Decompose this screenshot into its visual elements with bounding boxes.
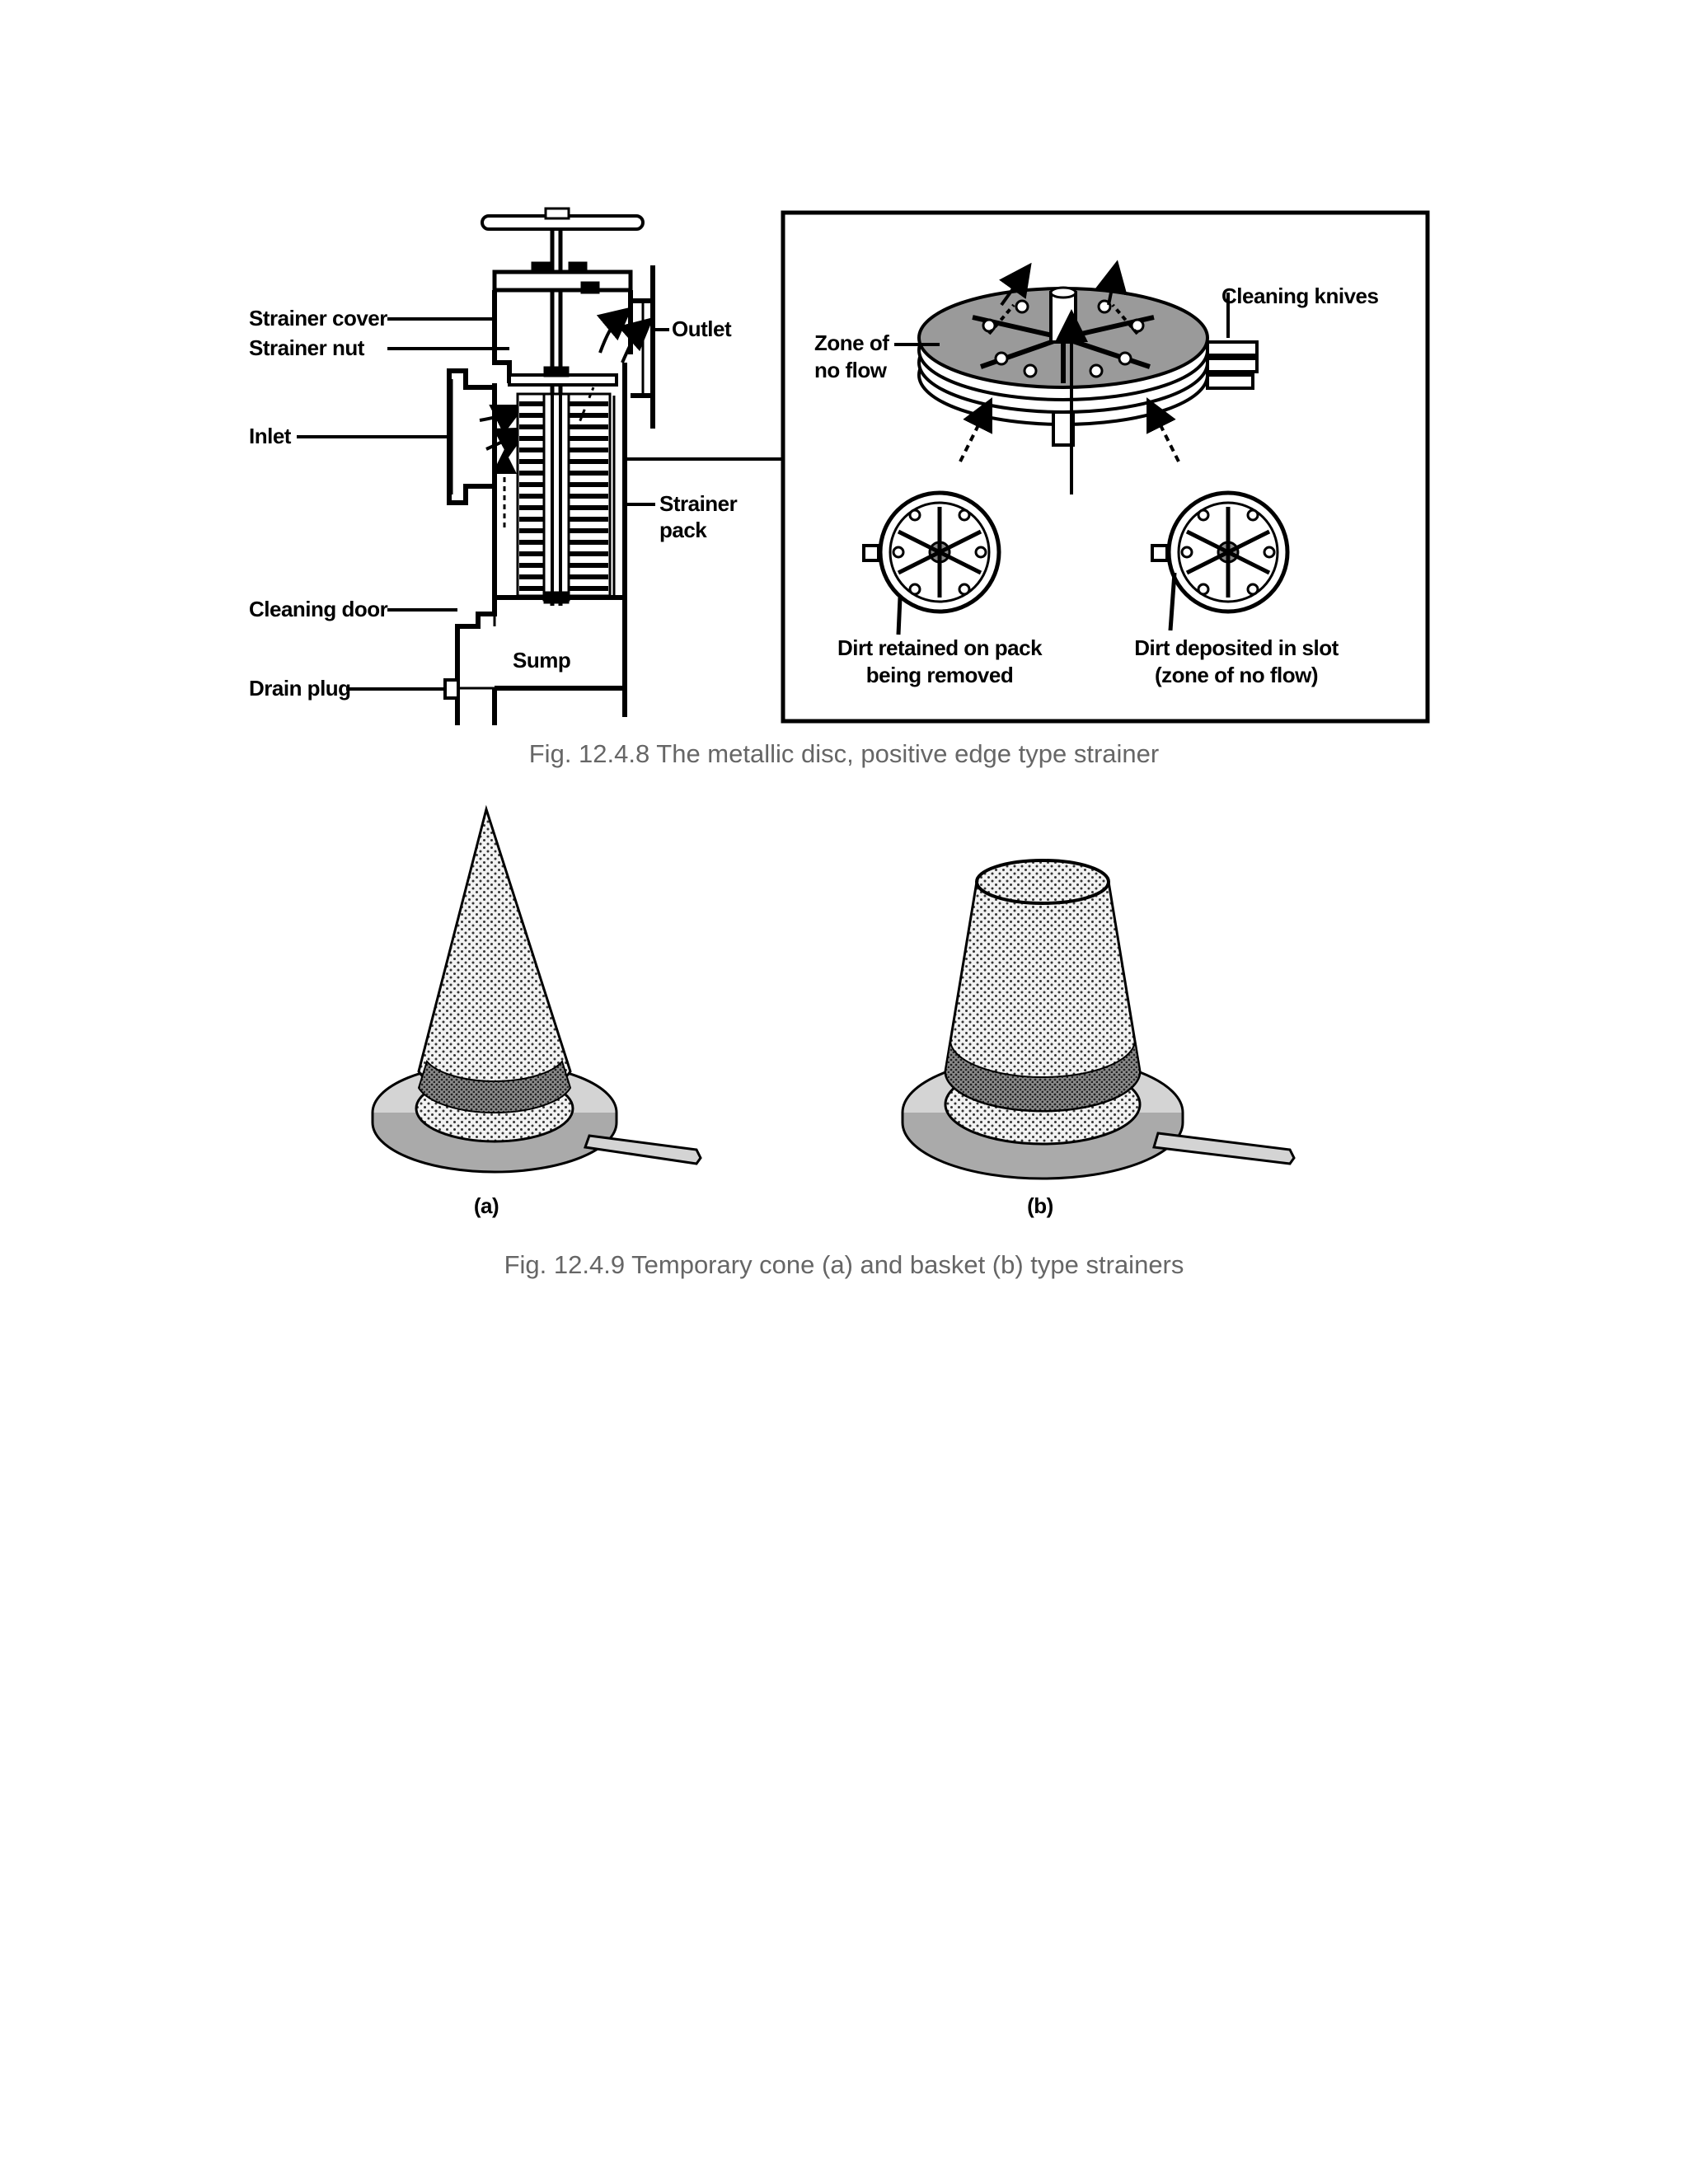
label-strainer-pack-line2: pack	[659, 518, 707, 542]
label-sump: Sump	[513, 648, 571, 673]
label-cleaning-door: Cleaning door	[249, 597, 388, 621]
label-cleaning-knives: Cleaning knives	[1221, 284, 1379, 308]
figure1-caption: Fig. 12.4.8 The metallic disc, positive edge type strainer	[528, 739, 1160, 768]
label-dirt-deposited-line1: Dirt deposited in slot	[1134, 635, 1339, 660]
figure2-labels	[474, 1193, 1053, 1218]
strainer-pack	[504, 387, 610, 603]
label-zone-line1: Zone of	[814, 330, 889, 355]
label-dirt-deposited-line2: (zone of no flow)	[1154, 663, 1319, 687]
label-a: (a)	[473, 1193, 499, 1218]
label-dirt-retained-line2: being removed	[865, 663, 1014, 687]
basket-strainer	[903, 860, 1294, 1179]
label-zone-line2: no flow	[814, 358, 887, 382]
drain-plug-part	[445, 680, 458, 698]
label-b: (b)	[1027, 1193, 1053, 1218]
strainer-cover-part	[495, 272, 631, 290]
label-strainer-pack-line1: Strainer	[659, 491, 738, 516]
figure2-caption: Fig. 12.4.9 Temporary cone (a) and basket (b) type strainers	[504, 1250, 1184, 1279]
label-dirt-retained-line1: Dirt retained on pack	[837, 635, 1043, 660]
label-strainer-cover: Strainer cover	[249, 306, 387, 330]
label-strainer-nut: Strainer nut	[249, 335, 364, 360]
label-drain-plug: Drain plug	[249, 676, 351, 701]
label-inlet: Inlet	[249, 424, 291, 448]
label-outlet: Outlet	[672, 316, 732, 341]
cone-strainer	[373, 809, 701, 1172]
